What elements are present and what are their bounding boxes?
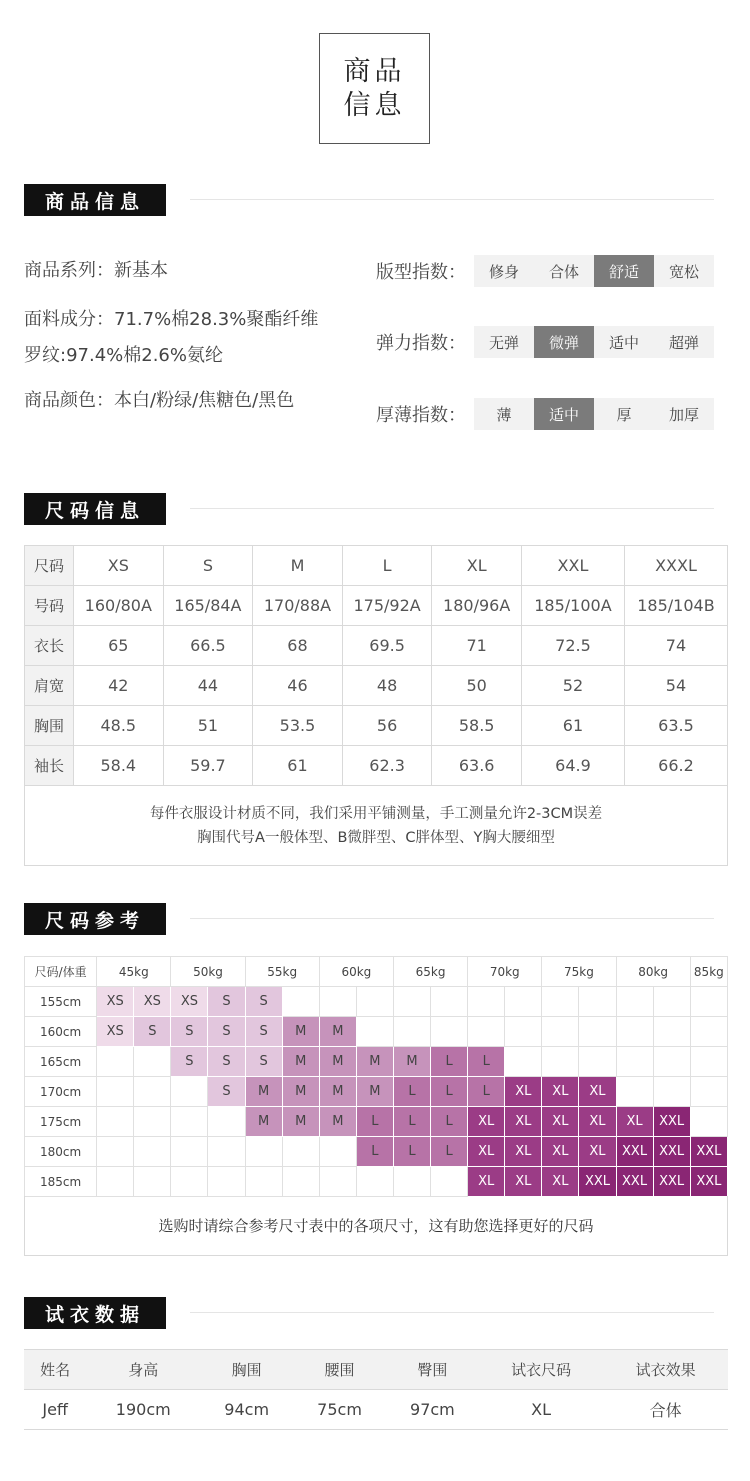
height-header: 155cm: [25, 987, 97, 1017]
table-row: [25, 586, 728, 626]
index-option: 薄: [474, 398, 534, 430]
ref-cell: XXL: [653, 1107, 690, 1137]
ref-cell: [393, 987, 430, 1017]
ref-cell: [505, 1047, 542, 1077]
ref-cell: XL: [542, 1107, 579, 1137]
ref-cell: [653, 1047, 690, 1077]
ref-cell: [653, 1017, 690, 1047]
weight-header: 85kg: [690, 957, 727, 987]
table-cell: 74: [624, 626, 727, 666]
table-cell: 64.9: [521, 746, 624, 786]
ref-cell: XL: [468, 1167, 505, 1197]
table-cell: 54: [624, 666, 727, 706]
table-cell: 50: [432, 666, 522, 706]
fitting-header: 试衣尺码: [479, 1350, 604, 1390]
ref-cell: S: [134, 1017, 171, 1047]
ref-cell: [393, 1017, 430, 1047]
ref-cell: L: [431, 1137, 468, 1167]
weight-header: 70kg: [468, 957, 542, 987]
fitting-cell: Jeff: [24, 1390, 86, 1430]
ref-cell: XL: [468, 1107, 505, 1137]
table-cell: 175/92A: [342, 586, 432, 626]
ref-cell: [505, 1017, 542, 1047]
ref-cell: [690, 1107, 727, 1137]
ref-cell: XL: [579, 1077, 616, 1107]
ref-cell: S: [245, 1017, 282, 1047]
ref-cell: L: [431, 1047, 468, 1077]
ref-row: [25, 1017, 728, 1047]
ref-cell: [319, 1167, 356, 1197]
height-header: 160cm: [25, 1017, 97, 1047]
ref-cell: [319, 987, 356, 1017]
ref-cell: XL: [542, 1137, 579, 1167]
ref-cell: XXL: [690, 1167, 727, 1197]
size-table: [24, 545, 728, 786]
weight-header: 45kg: [97, 957, 171, 987]
ref-cell: [171, 1077, 208, 1107]
ref-cell: [690, 1017, 727, 1047]
table-cell: 68: [253, 626, 343, 666]
ref-cell: [208, 1107, 245, 1137]
ref-cell: [282, 987, 319, 1017]
ref-cell: [97, 1167, 134, 1197]
fitting-cell: 75cm: [293, 1390, 386, 1430]
table-row: [25, 706, 728, 746]
ref-cell: [208, 1167, 245, 1197]
ref-cell: M: [319, 1077, 356, 1107]
ref-cell: M: [356, 1077, 393, 1107]
table-cell: 58.5: [432, 706, 522, 746]
fitting-cell: 合体: [603, 1390, 728, 1430]
ref-cell: XL: [616, 1107, 653, 1137]
index-option: 无弹: [474, 326, 534, 358]
ref-cell: [319, 1137, 356, 1167]
index-option: 合体: [534, 255, 594, 287]
index-label: 版型指数：: [376, 262, 466, 283]
fitting-header: 试衣效果: [603, 1350, 728, 1390]
ref-cell: [171, 1137, 208, 1167]
index-option: 修身: [474, 255, 534, 287]
index-options: [474, 326, 714, 358]
ref-cell: M: [393, 1047, 430, 1077]
index-options: [474, 255, 714, 287]
ref-cell: L: [393, 1077, 430, 1107]
table-cell: 63.5: [624, 706, 727, 746]
table-cell: 58.4: [74, 746, 164, 786]
ref-row: [25, 1077, 728, 1107]
row-header: 尺码: [25, 546, 74, 586]
fitting-header: 胸围: [200, 1350, 293, 1390]
ref-cell: [542, 1017, 579, 1047]
row-header: 肩宽: [25, 666, 74, 706]
ref-cell: [653, 1077, 690, 1107]
ref-cell: [616, 1047, 653, 1077]
section-header-fitting: 试衣数据: [24, 1297, 166, 1329]
ref-cell: [97, 1077, 134, 1107]
ref-cell: [171, 1107, 208, 1137]
table-cell: 42: [74, 666, 164, 706]
ref-row: [25, 1047, 728, 1077]
fitting-table: [24, 1349, 728, 1430]
ref-cell: [616, 1077, 653, 1107]
ref-cell: XL: [505, 1107, 542, 1137]
fitting-header: 身高: [86, 1350, 200, 1390]
table-cell: 62.3: [342, 746, 432, 786]
table-cell: 59.7: [163, 746, 253, 786]
ref-cell: XL: [505, 1077, 542, 1107]
ref-cell: [616, 987, 653, 1017]
divider: [190, 1312, 714, 1313]
ref-cell: [393, 1167, 430, 1197]
ref-cell: [431, 1167, 468, 1197]
table-cell: XS: [74, 546, 164, 586]
index-option: 厚: [594, 398, 654, 430]
ref-cell: XL: [505, 1137, 542, 1167]
ref-cell: [97, 1137, 134, 1167]
fitting-header: 腰围: [293, 1350, 386, 1390]
index-options: [474, 398, 714, 430]
ref-cell: [282, 1137, 319, 1167]
height-header: 170cm: [25, 1077, 97, 1107]
ref-cell: M: [356, 1047, 393, 1077]
ref-cell: XXL: [690, 1137, 727, 1167]
ref-cell: L: [356, 1107, 393, 1137]
table-cell: 48: [342, 666, 432, 706]
ref-cell: L: [393, 1107, 430, 1137]
table-cell: XXXL: [624, 546, 727, 586]
ref-cell: XXL: [616, 1137, 653, 1167]
index-option: 舒适: [594, 255, 654, 287]
title-box: [319, 33, 430, 144]
table-cell: 44: [163, 666, 253, 706]
table-cell: 71: [432, 626, 522, 666]
ref-cell: L: [468, 1047, 505, 1077]
ref-cell: [282, 1167, 319, 1197]
ref-cell: S: [208, 1077, 245, 1107]
ref-cell: [134, 1167, 171, 1197]
ref-cell: L: [356, 1137, 393, 1167]
ref-cell: [505, 987, 542, 1017]
table-cell: 160/80A: [74, 586, 164, 626]
weight-header: 60kg: [319, 957, 393, 987]
table-cell: 61: [253, 746, 343, 786]
row-header: 衣长: [25, 626, 74, 666]
weight-header: 75kg: [542, 957, 616, 987]
section-header-size-ref: 尺码参考: [24, 903, 166, 935]
index-row: [376, 326, 714, 358]
index-option: 适中: [594, 326, 654, 358]
ref-cell: XXL: [653, 1137, 690, 1167]
table-cell: 51: [163, 706, 253, 746]
ref-cell: S: [171, 1047, 208, 1077]
divider: [190, 199, 714, 200]
row-header: 号码: [25, 586, 74, 626]
fitting-cell: 94cm: [200, 1390, 293, 1430]
ref-cell: [245, 1167, 282, 1197]
weight-header: 65kg: [393, 957, 467, 987]
ref-cell: XS: [97, 987, 134, 1017]
ref-cell: [468, 1017, 505, 1047]
size-note: 每件衣服设计材质不同，我们采用平铺测量，手工测量允许2-3CM误差 胸围代号A一般体型、B微胖型、C胖体型、Y胸大腰细型: [24, 786, 728, 866]
table-cell: S: [163, 546, 253, 586]
ref-row: [25, 987, 728, 1017]
ref-cell: XL: [542, 1167, 579, 1197]
table-cell: M: [253, 546, 343, 586]
ref-row: [25, 1137, 728, 1167]
table-cell: 185/100A: [521, 586, 624, 626]
ref-cell: [134, 1107, 171, 1137]
ref-cell: XS: [171, 987, 208, 1017]
ref-cell: XS: [134, 987, 171, 1017]
size-reference-table: [24, 956, 728, 1197]
ref-cell: [431, 1017, 468, 1047]
ref-cell: [579, 1047, 616, 1077]
table-cell: 185/104B: [624, 586, 727, 626]
table-cell: 46: [253, 666, 343, 706]
ref-cell: XL: [579, 1107, 616, 1137]
ref-cell: S: [208, 1017, 245, 1047]
ref-cell: XXL: [616, 1167, 653, 1197]
divider: [190, 508, 714, 509]
table-row: [25, 626, 728, 666]
ref-cell: [690, 987, 727, 1017]
index-option: 微弹: [534, 326, 594, 358]
fitting-cell: 97cm: [386, 1390, 479, 1430]
ref-cell: [134, 1047, 171, 1077]
ref-header-row: [25, 957, 728, 987]
ref-cell: XL: [579, 1137, 616, 1167]
ref-cell: M: [245, 1107, 282, 1137]
size-ref-note: 选购时请综合参考尺寸表中的各项尺寸，这有助您选择更好的尺码: [24, 1196, 728, 1256]
ref-cell: [356, 1017, 393, 1047]
ref-cell: M: [282, 1017, 319, 1047]
index-option: 加厚: [654, 398, 714, 430]
table-cell: 165/84A: [163, 586, 253, 626]
fitting-header: 姓名: [24, 1350, 86, 1390]
ref-cell: S: [171, 1017, 208, 1047]
index-label: 弹力指数：: [376, 333, 466, 354]
table-cell: 53.5: [253, 706, 343, 746]
ref-cell: M: [319, 1047, 356, 1077]
table-cell: 56: [342, 706, 432, 746]
fitting-cell: XL: [479, 1390, 604, 1430]
ref-cell: XL: [468, 1137, 505, 1167]
ref-cell: [431, 987, 468, 1017]
table-cell: 69.5: [342, 626, 432, 666]
ref-cell: L: [431, 1077, 468, 1107]
table-cell: 170/88A: [253, 586, 343, 626]
ref-cell: [690, 1047, 727, 1077]
ref-cell: M: [319, 1107, 356, 1137]
section-header-product-info: 商品信息: [24, 184, 166, 216]
ref-cell: [134, 1077, 171, 1107]
table-cell: 48.5: [74, 706, 164, 746]
table-cell: 180/96A: [432, 586, 522, 626]
ref-cell: XXL: [579, 1167, 616, 1197]
ref-cell: S: [208, 1047, 245, 1077]
ref-cell: [97, 1047, 134, 1077]
product-colors: 商品颜色：本白/粉绿/焦糖色/黑色: [24, 390, 295, 411]
table-row: [25, 666, 728, 706]
weight-header: 50kg: [171, 957, 245, 987]
table-cell: 65: [74, 626, 164, 666]
ref-cell: L: [431, 1107, 468, 1137]
ref-cell: [542, 1047, 579, 1077]
row-header: 胸围: [25, 706, 74, 746]
ref-cell: [171, 1167, 208, 1197]
height-header: 185cm: [25, 1167, 97, 1197]
table-cell: 61: [521, 706, 624, 746]
index-row: [376, 255, 714, 287]
weight-header: 55kg: [245, 957, 319, 987]
ref-corner: 尺码/体重: [25, 957, 97, 987]
ref-cell: [579, 987, 616, 1017]
ref-cell: [134, 1137, 171, 1167]
index-option: 宽松: [654, 255, 714, 287]
product-fabric: 面料成分：71.7%棉28.3%聚酯纤维 罗纹:97.4%棉2.6%氨纶: [24, 309, 319, 366]
table-cell: L: [342, 546, 432, 586]
index-option: 适中: [534, 398, 594, 430]
height-header: 180cm: [25, 1137, 97, 1167]
ref-row: [25, 1107, 728, 1137]
section-header-size-info: 尺码信息: [24, 493, 166, 525]
ref-cell: [356, 987, 393, 1017]
ref-cell: [356, 1167, 393, 1197]
ref-cell: XL: [505, 1167, 542, 1197]
ref-cell: [468, 987, 505, 1017]
ref-cell: XL: [542, 1077, 579, 1107]
ref-cell: XS: [97, 1017, 134, 1047]
ref-cell: [690, 1077, 727, 1107]
ref-cell: M: [319, 1017, 356, 1047]
index-row: [376, 398, 714, 430]
page-title: 商品 信息: [343, 55, 406, 121]
weight-header: 80kg: [616, 957, 690, 987]
fitting-header: 臀围: [386, 1350, 479, 1390]
height-header: 165cm: [25, 1047, 97, 1077]
product-series: 商品系列：新基本: [24, 260, 168, 281]
table-cell: 63.6: [432, 746, 522, 786]
table-cell: 66.5: [163, 626, 253, 666]
ref-cell: S: [245, 987, 282, 1017]
ref-cell: L: [393, 1137, 430, 1167]
ref-cell: M: [245, 1077, 282, 1107]
ref-cell: M: [282, 1047, 319, 1077]
ref-cell: [542, 987, 579, 1017]
height-header: 175cm: [25, 1107, 97, 1137]
ref-cell: [653, 987, 690, 1017]
index-option: 超弹: [654, 326, 714, 358]
row-header: 袖长: [25, 746, 74, 786]
ref-cell: [616, 1017, 653, 1047]
ref-cell: M: [282, 1107, 319, 1137]
table-row: [25, 746, 728, 786]
fitting-cell: 190cm: [86, 1390, 200, 1430]
divider: [190, 918, 714, 919]
ref-row: [25, 1167, 728, 1197]
ref-cell: S: [208, 987, 245, 1017]
table-cell: 52: [521, 666, 624, 706]
ref-cell: S: [245, 1047, 282, 1077]
ref-cell: [97, 1107, 134, 1137]
ref-cell: L: [468, 1077, 505, 1107]
fitting-row: [24, 1390, 728, 1430]
ref-cell: [245, 1137, 282, 1167]
table-cell: XXL: [521, 546, 624, 586]
table-cell: 66.2: [624, 746, 727, 786]
ref-cell: M: [282, 1077, 319, 1107]
ref-cell: [579, 1017, 616, 1047]
table-cell: 72.5: [521, 626, 624, 666]
ref-cell: [208, 1137, 245, 1167]
ref-cell: XXL: [653, 1167, 690, 1197]
table-row: [25, 546, 728, 586]
table-cell: XL: [432, 546, 522, 586]
fitting-header-row: [24, 1350, 728, 1390]
index-label: 厚薄指数：: [376, 405, 466, 426]
